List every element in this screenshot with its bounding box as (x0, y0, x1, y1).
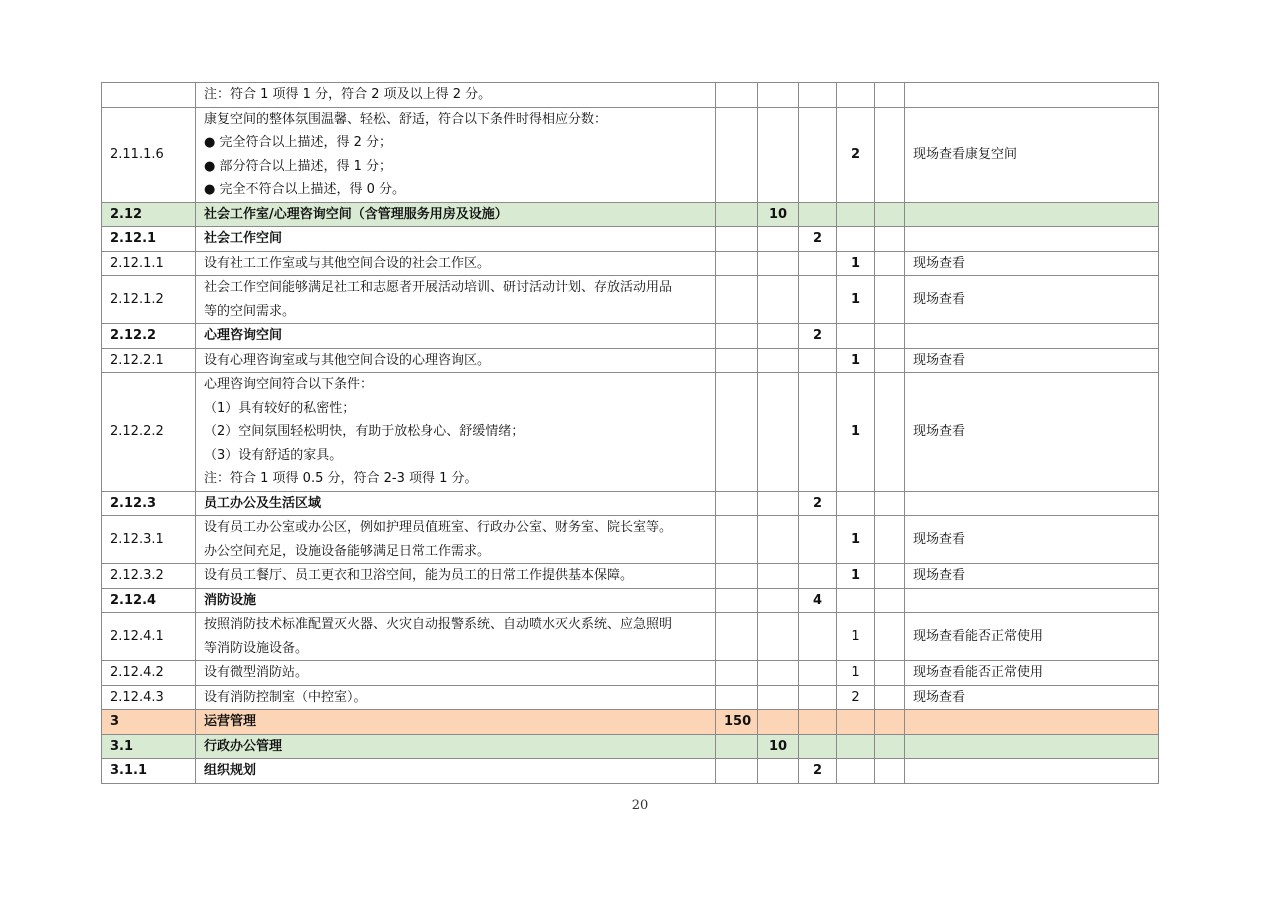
score-cell (716, 373, 758, 492)
score-cell: 1 (837, 516, 875, 564)
score-cell (758, 564, 799, 589)
score-cell: 2 (799, 227, 837, 252)
score-cell (799, 685, 837, 710)
score-cell (758, 251, 799, 276)
table-row (102, 734, 1159, 759)
table-row (102, 373, 1159, 492)
page-number: 20 (631, 798, 649, 813)
score-cell: 2 (799, 324, 837, 349)
score-cell (716, 759, 758, 784)
score-cell (875, 564, 905, 589)
score-cell (837, 759, 875, 784)
row-description (196, 373, 716, 492)
desc-line: 注：符合 1 项得 0.5 分，符合 2-3 项得 1 分。 (204, 471, 478, 486)
row-code: 2.12.4.1 (102, 613, 196, 661)
score-cell (799, 564, 837, 589)
score-cell (716, 613, 758, 661)
desc-line: ● 完全符合以上描述，得 2 分； (204, 135, 393, 150)
score-cell: 4 (799, 588, 837, 613)
row-description (196, 734, 716, 759)
score-cell: 150 (716, 710, 758, 735)
table-row (102, 83, 1159, 108)
score-cell: 1 (837, 251, 875, 276)
score-cell (799, 516, 837, 564)
score-cell: 10 (758, 202, 799, 227)
score-cell (758, 83, 799, 108)
row-description (196, 685, 716, 710)
score-cell (799, 202, 837, 227)
row-code: 3.1 (102, 734, 196, 759)
score-cell (875, 373, 905, 492)
score-cell (799, 276, 837, 324)
table-row (102, 324, 1159, 349)
row-note (905, 734, 1159, 759)
row-code: 3.1.1 (102, 759, 196, 784)
row-description (196, 710, 716, 735)
desc-line: 心理咨询空间 (204, 328, 283, 343)
score-cell (758, 373, 799, 492)
row-note: 现场查看能否正常使用 (905, 613, 1159, 661)
score-cell (799, 251, 837, 276)
row-code: 2.12.3.2 (102, 564, 196, 589)
score-cell (837, 324, 875, 349)
row-note: 现场查看 (905, 373, 1159, 492)
score-cell (758, 661, 799, 686)
score-cell (875, 661, 905, 686)
table-row (102, 516, 1159, 564)
row-description (196, 348, 716, 373)
score-cell (837, 202, 875, 227)
score-cell (758, 759, 799, 784)
desc-line: 设有员工办公室或办公区，例如护理员值班室、行政办公室、财务室、院长室等。 (204, 520, 673, 535)
row-note: 现场查看康复空间 (905, 107, 1159, 202)
score-cell (837, 227, 875, 252)
row-note (905, 588, 1159, 613)
desc-line: ● 部分符合以上描述，得 1 分； (204, 158, 393, 174)
score-cell (758, 348, 799, 373)
table-row (102, 613, 1159, 661)
score-cell: 2 (799, 491, 837, 516)
row-note (905, 759, 1159, 784)
desc-line: 注：符合 1 项得 1 分，符合 2 项及以上得 2 分。 (204, 87, 492, 102)
row-code: 2.12.1.1 (102, 251, 196, 276)
row-description (196, 759, 716, 784)
row-code: 2.12 (102, 202, 196, 227)
row-code: 2.12.1 (102, 227, 196, 252)
score-cell (837, 734, 875, 759)
row-code: 2.12.1.2 (102, 276, 196, 324)
score-cell: 1 (837, 564, 875, 589)
row-code: 2.12.3 (102, 491, 196, 516)
table-row (102, 685, 1159, 710)
desc-line: 按照消防技术标准配置灭火器、火灾自动报警系统、自动喷水灭火系统、应急照明 (204, 617, 673, 632)
table-row (102, 710, 1159, 735)
score-cell (875, 710, 905, 735)
score-cell (875, 491, 905, 516)
desc-line: 社会工作室/心理咨询空间（含管理服务用房及设施） (204, 206, 508, 222)
score-cell: 2 (799, 759, 837, 784)
score-cell (716, 661, 758, 686)
row-note: 现场查看能否正常使用 (905, 661, 1159, 686)
row-description (196, 83, 716, 108)
score-cell (875, 276, 905, 324)
desc-line: 康复空间的整体氛围温馨、轻松、舒适，符合以下条件时得相应分数： (204, 111, 608, 127)
score-cell (716, 734, 758, 759)
score-cell (875, 202, 905, 227)
desc-line: （3）设有舒适的家具。 (204, 447, 343, 463)
desc-line: 员工办公及生活区域 (204, 495, 322, 511)
score-cell (837, 710, 875, 735)
table-row (102, 251, 1159, 276)
row-description (196, 491, 716, 516)
desc-line: 心理咨询空间符合以下条件： (204, 377, 374, 392)
score-cell (875, 613, 905, 661)
score-cell (716, 491, 758, 516)
score-cell (799, 373, 837, 492)
row-description (196, 276, 716, 324)
desc-line: （1）具有较好的私密性； (204, 400, 356, 416)
score-cell (837, 83, 875, 108)
table-row (102, 759, 1159, 784)
score-cell (716, 83, 758, 108)
score-cell: 1 (837, 373, 875, 492)
score-cell (716, 324, 758, 349)
row-description (196, 661, 716, 686)
score-cell: 1 (837, 661, 875, 686)
desc-line: 运营管理 (204, 714, 257, 729)
score-cell (758, 516, 799, 564)
score-cell (875, 227, 905, 252)
row-description (196, 588, 716, 613)
score-cell (875, 685, 905, 710)
score-cell (799, 710, 837, 735)
table-row (102, 348, 1159, 373)
row-note (905, 227, 1159, 252)
row-code: 2.12.2.1 (102, 348, 196, 373)
row-note: 现场查看 (905, 516, 1159, 564)
row-note (905, 83, 1159, 108)
score-cell: 2 (837, 685, 875, 710)
row-note: 现场查看 (905, 685, 1159, 710)
score-cell (758, 227, 799, 252)
evaluation-table (101, 82, 1159, 784)
score-cell (875, 251, 905, 276)
table-row (102, 564, 1159, 589)
score-cell (716, 685, 758, 710)
row-code: 2.12.4 (102, 588, 196, 613)
score-cell (758, 685, 799, 710)
desc-line: 设有员工餐厅、员工更衣和卫浴空间，能为员工的日常工作提供基本保障。 (204, 568, 634, 583)
score-cell (716, 516, 758, 564)
score-cell (758, 613, 799, 661)
desc-line: 设有微型消防站。 (204, 665, 309, 680)
score-cell: 1 (837, 348, 875, 373)
desc-line: 社会工作空间能够满足社工和志愿者开展活动培训、研讨活动计划、存放活动用品 (204, 280, 673, 295)
row-description (196, 324, 716, 349)
score-cell (799, 83, 837, 108)
row-code: 2.12.4.3 (102, 685, 196, 710)
desc-line: 设有消防控制室（中控室）。 (204, 689, 367, 705)
row-description (196, 564, 716, 589)
desc-line: 组织规划 (204, 763, 257, 778)
score-cell (875, 324, 905, 349)
score-cell (758, 324, 799, 349)
row-note: 现场查看 (905, 348, 1159, 373)
score-cell (799, 348, 837, 373)
score-cell (716, 251, 758, 276)
score-cell (716, 276, 758, 324)
row-note: 现场查看 (905, 564, 1159, 589)
row-code (102, 83, 196, 108)
row-description (196, 613, 716, 661)
row-code: 2.12.2 (102, 324, 196, 349)
score-cell (875, 83, 905, 108)
score-cell: 2 (837, 107, 875, 202)
score-cell (758, 710, 799, 735)
score-cell (875, 734, 905, 759)
score-cell (716, 348, 758, 373)
table-row (102, 491, 1159, 516)
desc-line: ● 完全不符合以上描述，得 0 分。 (204, 182, 406, 197)
score-cell (716, 202, 758, 227)
score-cell (875, 348, 905, 373)
score-cell (716, 227, 758, 252)
row-code: 2.12.4.2 (102, 661, 196, 686)
table-row (102, 107, 1159, 202)
row-note (905, 324, 1159, 349)
row-note (905, 710, 1159, 735)
score-cell (716, 588, 758, 613)
desc-line: 社会工作空间 (204, 231, 283, 246)
score-cell (875, 588, 905, 613)
score-cell (799, 734, 837, 759)
score-cell (875, 107, 905, 202)
row-code: 2.12.3.1 (102, 516, 196, 564)
desc-line: 等的空间需求。 (204, 303, 296, 319)
table-row (102, 276, 1159, 324)
row-description (196, 251, 716, 276)
score-cell (758, 107, 799, 202)
desc-line: 等消防设施设备。 (204, 640, 309, 656)
score-cell (837, 588, 875, 613)
table-row (102, 227, 1159, 252)
row-code: 3 (102, 710, 196, 735)
desc-line: （2）空间氛围轻松明快，有助于放松身心、舒缓情绪； (204, 424, 525, 439)
score-cell (799, 107, 837, 202)
score-cell (875, 759, 905, 784)
score-cell: 1 (837, 276, 875, 324)
score-cell (716, 564, 758, 589)
row-note (905, 202, 1159, 227)
score-cell (758, 276, 799, 324)
score-cell: 10 (758, 734, 799, 759)
desc-line: 消防设施 (204, 592, 257, 608)
desc-line: 行政办公管理 (204, 738, 283, 754)
desc-line: 办公空间充足，设施设备能够满足日常工作需求。 (204, 543, 491, 559)
row-description (196, 516, 716, 564)
row-code: 2.12.2.2 (102, 373, 196, 492)
table-row (102, 661, 1159, 686)
row-description (196, 227, 716, 252)
score-cell (758, 491, 799, 516)
score-cell: 1 (837, 613, 875, 661)
score-cell (799, 613, 837, 661)
row-code: 2.11.1.6 (102, 107, 196, 202)
row-description (196, 202, 716, 227)
row-description (196, 107, 716, 202)
table-row (102, 202, 1159, 227)
table-row (102, 588, 1159, 613)
score-cell (716, 107, 758, 202)
score-cell (837, 491, 875, 516)
score-cell (758, 588, 799, 613)
desc-line: 设有心理咨询室或与其他空间合设的心理咨询区。 (204, 352, 491, 368)
score-cell (875, 516, 905, 564)
row-note: 现场查看 (905, 251, 1159, 276)
desc-line: 设有社工工作室或与其他空间合设的社会工作区。 (204, 255, 491, 271)
row-note (905, 491, 1159, 516)
row-note: 现场查看 (905, 276, 1159, 324)
score-cell (799, 661, 837, 686)
